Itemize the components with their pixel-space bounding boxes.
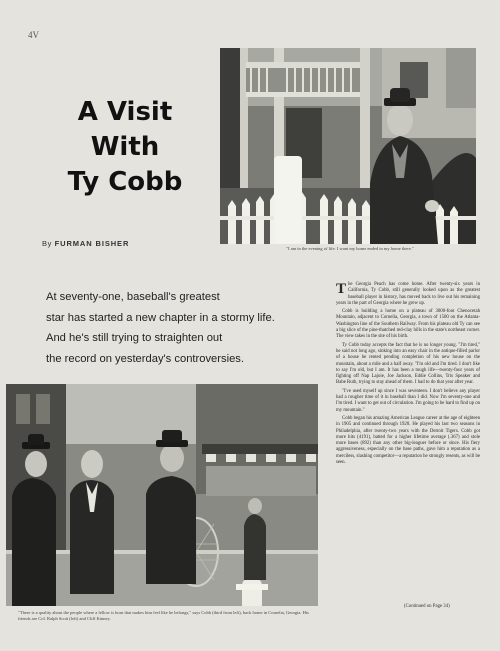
photo-cobb-with-friends-image: [6, 384, 318, 606]
headline-line-2: With: [90, 132, 160, 162]
article-paragraph-3: Ty Cobb today accepts the fact that he is no longer young. "I'm tired," he said not long ago, sinking into an easy chair in the antique-filled parlor of a house he rented pending completion of his new house on the mountain, about a mile and a half away. "I'm old and I'm tired. I don't like to say I'm old, but I am. It has been a tough life—twenty-four years of fighting off Nap Lajoie, Joe Jackson, Eddie Collins, Tris Speaker and Babe Ruth, trying to stay ahead of them. I had to do that year after year.: [336, 342, 480, 386]
photo-cobb-with-friends: [6, 384, 318, 606]
byline: [42, 239, 129, 248]
headline-line-1: A Visit: [77, 97, 173, 127]
photo-top-caption: "I am in the evening of life. I want my home ended in my home there.": [286, 246, 414, 251]
page-folio: 4V: [28, 30, 39, 40]
photo-cobb-at-gate: [220, 48, 476, 244]
byline-author: FURMAN BISHER: [54, 239, 130, 248]
photo-cobb-at-gate-image: [220, 48, 476, 244]
article-paragraph-5: Cobb began his amazing American League career at the age of eighteen in 1905 and continued through 1928. He played his last two seasons in Philadelphia, after twenty-two years with the Detroit Tigers. Cobb got more hits (4191), batted for a higher lifetime average (.367) and stole more bases (892) than any other big-leaguer before or since. His fiery aggressiveness, especially on the base paths, gave him a reputation as a merciless, slashing competitor—a reputation he strongly resents, as will be seen.: [336, 415, 480, 466]
headline-line-3: Ty Cobb: [67, 167, 183, 197]
article-paragraph-1: The Georgia Peach has come home. After twenty-six years in California, Ty Cobb, still generally looked upon as the greatest baseball player in history, has moved back to live out his remaining years in the part of Georgia where he grew up.: [336, 281, 480, 306]
byline-prefix: By: [42, 239, 52, 248]
article-paragraph-2: Cobb is building a home on a plateau of 3000-foot Chenocetah Mountain, adjacent to Cornelia, Georgia, a town of 1500 on the Atlanta-Washington line of the Southern Railway. From his plateau old Ty can see a big slice of the pine-thatched red-clay hills in the state's northeast corner. The view takes in the site of his birth.: [336, 309, 480, 340]
headline: [40, 95, 210, 200]
article-paragraph-4: "I've used myself up since I was seventeen. I don't believe any player had a rougher time of it in baseball than I did. Now I'm seventy-one and I'm tired. I want to get out of circulation. I'm going to be hard to find up on my mountain.": [336, 388, 480, 413]
photo-bottom-caption: "There is a quality about the people where a fellow is born that makes him feel like he belongs," says Cobb (third from left), back home in Cornelia, Georgia. His friends are Col. Ralph Scott (left) and Cliff Kinney.: [18, 610, 309, 621]
deck-line-3: And he's still trying to straighten out: [46, 332, 223, 344]
article-body: [336, 282, 480, 468]
deck-line-2: star has started a new chapter in a stormy life.: [46, 311, 275, 324]
continued-note: (Continued on Page 34): [404, 604, 450, 609]
article-dropcap: T: [336, 281, 347, 297]
deck-line-1: At seventy-one, baseball's greatest: [46, 291, 220, 303]
deck-text: [46, 287, 328, 369]
deck-line-4: the record on yesterday's controversies.: [46, 352, 245, 365]
